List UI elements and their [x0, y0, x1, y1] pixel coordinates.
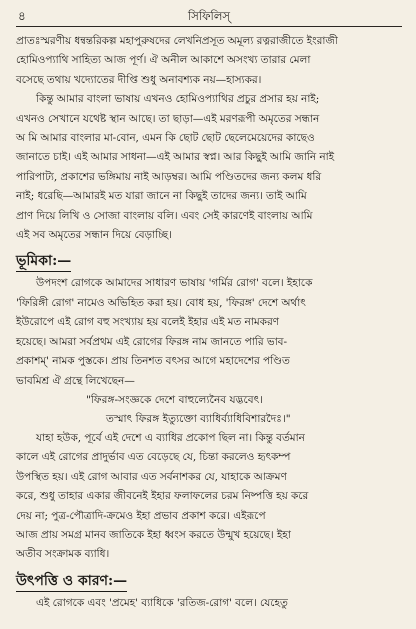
paragraph-line: কালে এই রোগের প্রাদুর্ভাব এত বেড়েছে যে, চিন্তা করলেও হৃৎকম্প	[16, 451, 291, 464]
paragraph-line: আজ প্রায় সমগ্র মানব জাতিকে ইহা ধ্বংস করতে উন্মুখ হয়েছে। ইহা	[16, 528, 291, 541]
paragraph-line: এই সব অমৃতের সন্ধান দিয়ে বেড়াচ্ছি।	[16, 229, 172, 242]
paragraph-line: এখনও সেখানে যথেষ্ট স্থান আছে। তা ছাড়া—এই মরণরূপী অমৃতের সন্ধান	[16, 112, 320, 125]
paragraph-line: জানাতে চাই। এই আমার সাধনা—এই আমার স্বপ্ন। আর কিছুই আমি জানি নাই	[16, 151, 335, 164]
intro-line: হোমিওপ্যাথি সাহিত্য আজ পূর্ণ। ঐ অনীল আকাশে অসংখ্য তারার মেলা	[16, 54, 311, 67]
paragraph-line: প্রাণ দিয়ে লিখি ও সোজা বাংলায় বলি। এবং সেই কারণেই বাংলায় আমি	[16, 209, 313, 222]
page-number: ৪	[18, 9, 26, 23]
running-title: সিফিলিস্‌	[187, 9, 231, 23]
sanskrit-verse-line: "ফিরঙ্গ-সংজ্ঞকে দেশে বাহুল্যেনৈব যদ্ভবেৎ।	[86, 393, 264, 406]
page-header	[16, 6, 402, 27]
section-heading-origin-causes: উৎপত্তি ও কারণ:—	[16, 571, 127, 592]
intro-line: প্রাতঃস্মরণীয় ধন্বন্তরিকল্প মহাপুরুষদের লেখনিপ্রসূত অমূল্য রত্নরাজীতে ইংরাজী	[16, 35, 338, 47]
body-text	[16, 32, 402, 613]
paragraph-line: কিন্তু আমার বাংলা ভাষায় এখনও হোমিওপ্যাথির প্রচুর প্রসার হয় নাই;	[36, 93, 320, 106]
paragraph-line: উপস্থিত হয়। এই রোগ আবার এত সর্বনাশকর যে, যাহাকে আক্রমণ	[16, 470, 287, 483]
paragraph-line: নাই; ধরেছি—আমারই মত যারা জানে না কিছুই তাদের জন্য। তাই আমি	[16, 190, 307, 203]
paragraph-line: পারিপাট্য, প্রকাশের ভঙ্গিমায় নাই আড়ম্বর। আমি পণ্ডিতদের জন্য কলম ধরি	[16, 170, 322, 183]
paragraph-line: করে, শুধু তাহার একার জীবনেই ইহার ফলাফলের চরম নিষ্পত্তি হয় করে	[16, 490, 309, 503]
sanskrit-verse-line: তস্মাৎ ফিরঙ্গ ইত্যুক্তো ব্যাধির্ব্যাধিবিশারদৈঃ।"	[106, 412, 291, 425]
paragraph-line: যাহা হউক, পূর্বে এই দেশে এ ব্যাধির প্রকোপ ছিল না। কিন্তু বর্তমান	[36, 431, 305, 444]
paragraph-line: অ মি আমার বাংলার মা-বোন, এমন কি ছোট ছোট ছেলেমেয়েদের কাছেও	[16, 132, 315, 145]
paragraph-line: উপদংশ রোগকে আমাদের সাধারণ ভাষায় 'গর্মির রোগ' বলে। ইহাকে	[36, 277, 313, 290]
paragraph-line: অতীব সংক্রামক ব্যাধি।	[16, 548, 110, 561]
paragraph-line: প্রকাশম্‌' নামক পুস্তকে। প্রায় তিনশত বৎসর আগে মহাদেশের পণ্ডিত	[16, 355, 290, 368]
paragraph-line: ইউরোপে এই রোগ বহু সংখ্যায় হয় বলেই ইহার এই মত নামকরণ	[16, 316, 279, 329]
paragraph-line: 'ফিরিঙ্গী রোগ' নামেও অভিহিত করা হয়। বোধ হয়, 'ফিরঙ্গ' দেশে অর্থাৎ	[16, 296, 306, 309]
paragraph-line: ভাবমিশ্র ঐ গ্রন্থে লিখেছেন—	[16, 374, 135, 387]
paragraph-line: দেয় না; পুত্র-পৌত্রাদি-ক্রমেও ইহা প্রভাব প্রকাশ করে। এইরূপে	[16, 509, 266, 522]
paragraph-line: এই রোগকে এবং 'প্রমেহ' ব্যাধিকে 'রতিজ-রোগ' বলে। যেহেতু	[36, 596, 288, 609]
intro-line: বসেছে তথায় খদ্যোতের দীপ্তি শুধু অনাবশ্যক নয়—হাস্যকর।	[16, 73, 262, 86]
section-heading-introduction: ভূমিকা:—	[16, 251, 71, 272]
paragraph-line: হয়েছে। আমরা সর্বপ্রথম এই রোগের ফিরঙ্গ নাম জানতে পারি ভাব-	[16, 335, 287, 348]
